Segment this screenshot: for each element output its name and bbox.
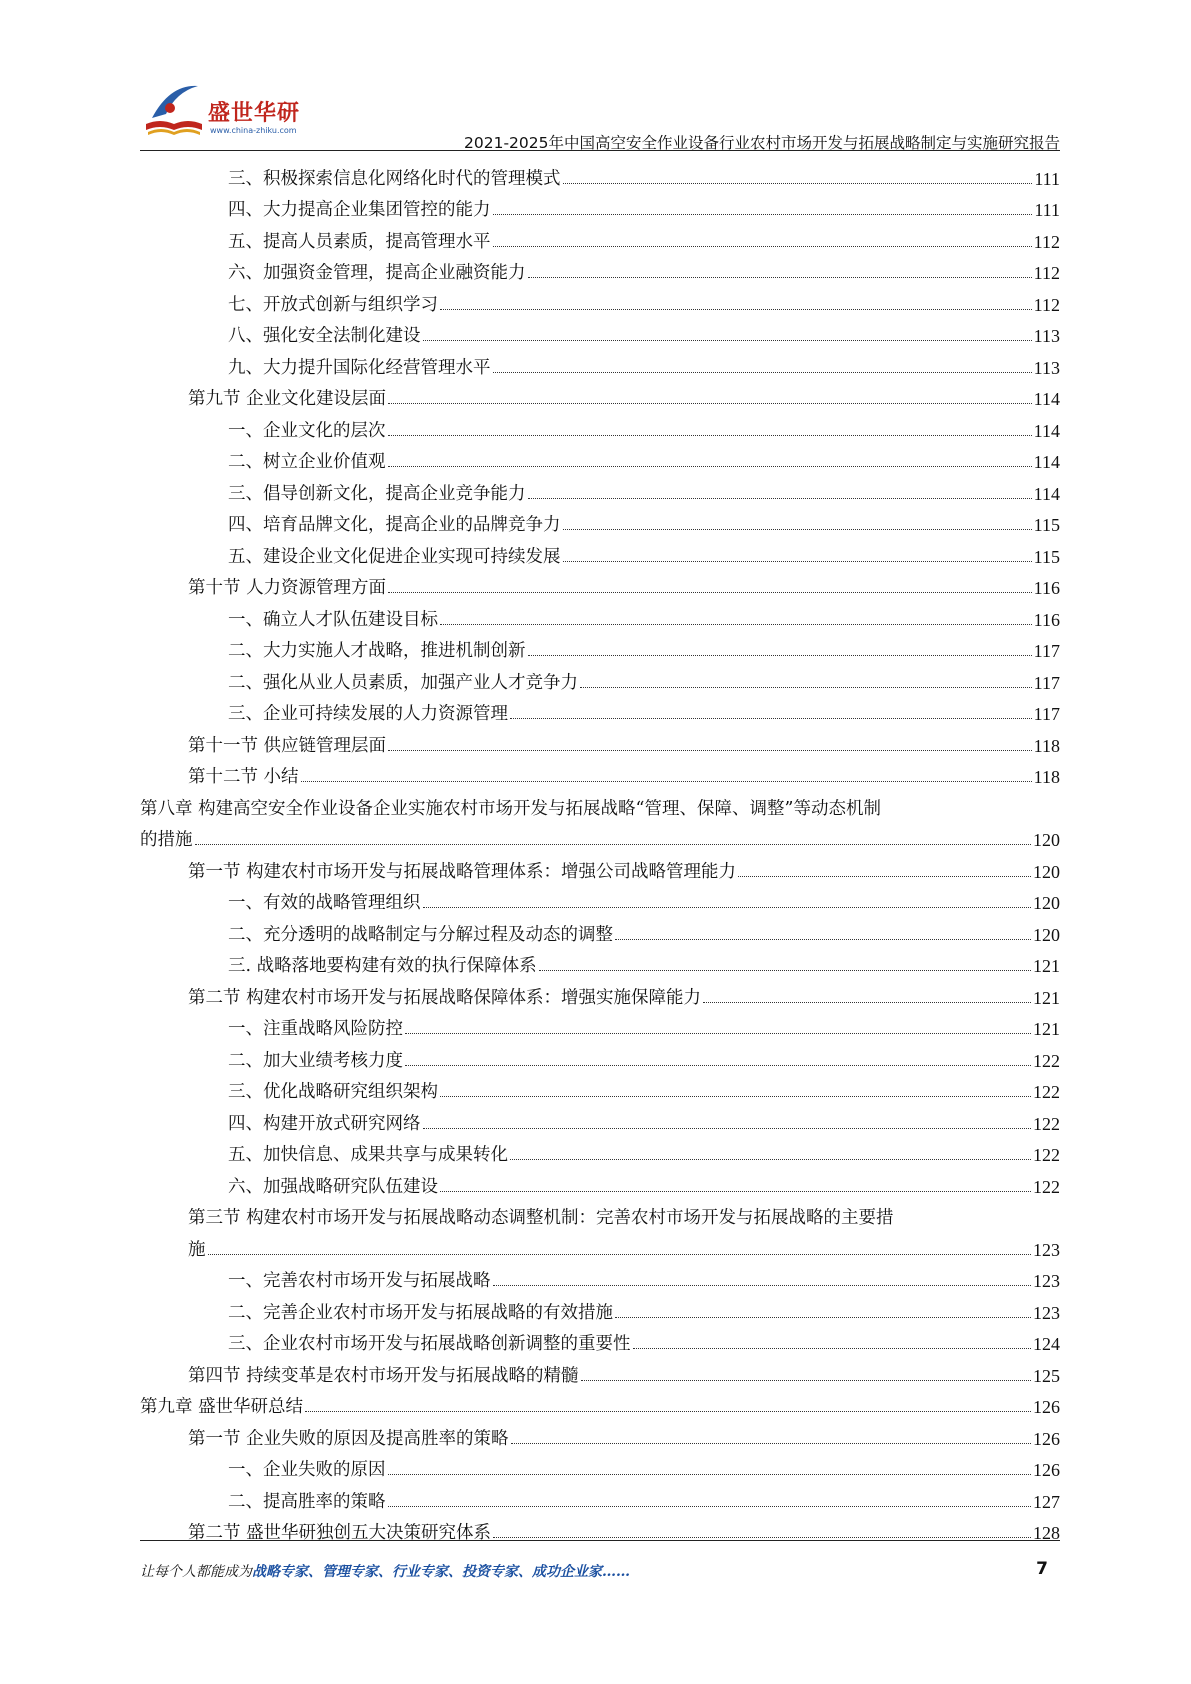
toc-entry-title: 三、企业农村市场开发与拓展战略创新调整的重要性 xyxy=(228,1334,631,1354)
dot-leader xyxy=(493,1285,1032,1286)
dot-leader xyxy=(528,655,1032,656)
toc-entry[interactable] xyxy=(140,1420,1060,1452)
toc-entry-title: 第九节 企业文化建设层面 xyxy=(188,389,387,409)
toc-entry[interactable] xyxy=(140,1389,1060,1421)
toc-entry-line xyxy=(140,790,1060,822)
dot-leader xyxy=(440,624,1032,625)
dot-leader xyxy=(388,466,1032,467)
toc-entry-title: 六、加强资金管理，提高企业融资能力 xyxy=(228,263,526,283)
dot-leader xyxy=(440,1096,1031,1097)
toc-page-number: 111 xyxy=(1034,168,1060,189)
toc-page-number: 120 xyxy=(1033,893,1060,913)
toc-page-number: 120 xyxy=(1033,830,1060,850)
toc-page-number: 126 xyxy=(1033,1460,1060,1480)
toc-entry-title: 六、加强战略研究队伍建设 xyxy=(228,1176,438,1197)
toc-page-number: 114 xyxy=(1033,483,1060,504)
page-footer xyxy=(140,1561,1060,1589)
toc-entry-title: 一、完善农村市场开发与拓展战略 xyxy=(228,1271,491,1291)
toc-entry-title: 二、强化从业人员素质，加强产业人才竞争力 xyxy=(228,672,578,693)
toc-page-number: 125 xyxy=(1033,1365,1060,1386)
book-logo-icon xyxy=(140,78,210,146)
toc-page-number: 122 xyxy=(1033,1050,1060,1071)
toc-entry[interactable] xyxy=(140,916,1060,948)
toc-entry-title: 八、强化安全法制化建设 xyxy=(228,326,421,346)
logo-url: www.china-zhiku.com xyxy=(210,126,297,135)
dot-leader xyxy=(510,718,1032,719)
toc-page-number: 113 xyxy=(1033,357,1060,378)
toc-page-number: 117 xyxy=(1033,641,1060,661)
toc-entry[interactable] xyxy=(140,1231,1060,1263)
toc-entry[interactable] xyxy=(140,853,1060,885)
toc-entry[interactable] xyxy=(140,885,1060,917)
toc-entry-title: 五、加快信息、成果共享与成果转化 xyxy=(228,1145,508,1165)
page-header xyxy=(140,78,1060,152)
toc-entry-title: 第四节 持续变革是农村市场开发与拓展战略的精髓 xyxy=(188,1365,579,1386)
toc-entry[interactable] xyxy=(140,412,1060,444)
toc-entry[interactable] xyxy=(140,538,1060,570)
toc-page-number: 112 xyxy=(1033,231,1060,252)
toc-entry-title: 第二节 构建农村市场开发与拓展战略保障体系：增强实施保障能力 xyxy=(188,987,702,1008)
toc-entry-title: 三. 战略落地要构建有效的执行保障体系 xyxy=(228,956,537,976)
toc-entry-title: 三、积极探索信息化网络化时代的管理模式 xyxy=(228,168,561,189)
toc-page-number: 123 xyxy=(1033,1302,1060,1323)
dot-leader xyxy=(528,277,1032,278)
header-divider xyxy=(140,150,1060,151)
dot-leader xyxy=(305,1411,1031,1412)
toc-entry-title: 一、企业失败的原因 xyxy=(228,1460,386,1480)
toc-entry[interactable] xyxy=(140,570,1060,602)
toc-entry-title: 三、企业可持续发展的人力资源管理 xyxy=(228,704,508,724)
toc-page-number: 122 xyxy=(1033,1113,1060,1134)
toc-entry[interactable] xyxy=(140,318,1060,350)
dot-leader xyxy=(405,1033,1031,1034)
toc-entry[interactable] xyxy=(140,381,1060,413)
toc-entry-title: 第十一节 供应链管理层面 xyxy=(188,735,387,756)
dot-leader xyxy=(563,183,1033,184)
report-title: 2021-2025年中国高空安全作业设备行业农村市场开发与拓展战略制定与实施研究报告 xyxy=(464,134,1060,152)
toc-page-number: 112 xyxy=(1033,263,1060,283)
toc-page-number: 122 xyxy=(1033,1145,1060,1165)
dot-leader xyxy=(388,1506,1032,1507)
slogan-highlight: 战略专家、管理专家、行业专家、投资专家、成功企业家…… xyxy=(252,1564,630,1580)
toc-page-number: 116 xyxy=(1033,578,1060,598)
toc-entry-title: 三、倡导创新文化，提高企业竞争能力 xyxy=(228,483,526,504)
toc-entry-title: 五、建设企业文化促进企业实现可持续发展 xyxy=(228,546,561,567)
dot-leader xyxy=(388,750,1032,751)
toc-entry[interactable] xyxy=(140,1105,1060,1137)
dot-leader xyxy=(388,435,1032,436)
toc-entry[interactable] xyxy=(140,444,1060,476)
toc-entry-title: 第三节 构建农村市场开发与拓展战略动态调整机制：完善农村市场开发与拓展战略的主要措 xyxy=(188,1208,894,1228)
toc-page-number: 112 xyxy=(1033,294,1060,315)
toc-page-number: 116 xyxy=(1033,609,1060,630)
toc-entry[interactable] xyxy=(140,1042,1060,1074)
toc-entry[interactable] xyxy=(140,349,1060,381)
toc-entry-title: 四、大力提高企业集团管控的能力 xyxy=(228,200,491,220)
dot-leader xyxy=(493,246,1032,247)
toc-entry-title: 二、充分透明的战略制定与分解过程及动态的调整 xyxy=(228,924,613,945)
dot-leader xyxy=(703,1002,1031,1003)
slogan xyxy=(140,1561,630,1581)
toc-page-number: 115 xyxy=(1033,546,1060,567)
dot-leader xyxy=(633,1348,1032,1349)
dot-leader xyxy=(493,1537,1031,1538)
toc-entry[interactable] xyxy=(140,1294,1060,1326)
toc-page-number: 121 xyxy=(1033,956,1060,976)
toc-entry[interactable] xyxy=(140,948,1060,980)
dot-leader xyxy=(208,1254,1032,1255)
logo-text: 盛世华研 xyxy=(208,101,301,126)
toc-entry-title: 第一节 企业失败的原因及提高胜率的策略 xyxy=(188,1428,509,1449)
toc-entry[interactable] xyxy=(140,1515,1060,1547)
toc-entry-title: 一、有效的战略管理组织 xyxy=(228,893,421,913)
dot-leader xyxy=(423,340,1032,341)
dot-leader xyxy=(195,844,1032,845)
dot-leader xyxy=(581,1380,1031,1381)
slogan-prefix: 让每个人都能成为 xyxy=(140,1564,252,1580)
toc-page-number: 122 xyxy=(1033,1082,1060,1102)
toc-entry[interactable] xyxy=(140,255,1060,287)
toc-entry[interactable] xyxy=(140,223,1060,255)
dot-leader xyxy=(405,1065,1031,1066)
toc-entry[interactable] xyxy=(140,1357,1060,1389)
toc-page-number: 111 xyxy=(1034,200,1060,220)
toc-entry-title: 一、确立人才队伍建设目标 xyxy=(228,609,438,630)
toc-entry[interactable] xyxy=(140,727,1060,759)
dot-leader xyxy=(738,876,1031,877)
toc-page-number: 114 xyxy=(1033,420,1060,441)
toc-entry[interactable] xyxy=(140,601,1060,633)
toc-entry[interactable] xyxy=(140,1011,1060,1043)
dot-leader xyxy=(388,1474,1032,1475)
toc-entry[interactable] xyxy=(140,664,1060,696)
toc-entry-title: 一、企业文化的层次 xyxy=(228,420,386,441)
toc-page-number: 126 xyxy=(1033,1397,1060,1417)
toc-page-number: 118 xyxy=(1033,735,1060,756)
toc-entry[interactable] xyxy=(140,1483,1060,1515)
toc-entry[interactable] xyxy=(140,633,1060,665)
toc-entry[interactable] xyxy=(140,696,1060,728)
toc-entry-title: 二、提高胜率的策略 xyxy=(228,1491,386,1512)
toc-page-number: 124 xyxy=(1033,1334,1060,1354)
dot-leader xyxy=(493,214,1033,215)
toc-entry-title: 二、完善企业农村市场开发与拓展战略的有效措施 xyxy=(228,1302,613,1323)
toc-page-number: 123 xyxy=(1033,1271,1060,1291)
toc-entry[interactable] xyxy=(140,1452,1060,1484)
toc-entry[interactable] xyxy=(140,192,1060,224)
dot-leader xyxy=(615,939,1031,940)
dot-leader xyxy=(388,592,1032,593)
footer-divider xyxy=(140,1540,1060,1541)
toc-entry[interactable] xyxy=(140,1326,1060,1358)
toc-entry[interactable] xyxy=(140,286,1060,318)
toc-entry-title: 二、加大业绩考核力度 xyxy=(228,1050,403,1071)
toc-page-number: 114 xyxy=(1033,452,1060,472)
toc-entry[interactable] xyxy=(140,1074,1060,1106)
toc-entry[interactable] xyxy=(140,1263,1060,1295)
toc-entry-title: 九、大力提升国际化经营管理水平 xyxy=(228,357,491,378)
toc-entry[interactable] xyxy=(140,160,1060,192)
toc-entry-title: 三、优化战略研究组织架构 xyxy=(228,1082,438,1102)
toc-entry-title: 第十二节 小结 xyxy=(188,767,299,787)
toc-page-number: 128 xyxy=(1033,1523,1060,1543)
toc-entry-title: 四、构建开放式研究网络 xyxy=(228,1113,421,1134)
dot-leader xyxy=(493,372,1032,373)
dot-leader xyxy=(528,498,1032,499)
company-logo xyxy=(140,78,340,146)
dot-leader xyxy=(539,970,1031,971)
dot-leader xyxy=(423,1128,1032,1129)
toc-entry[interactable] xyxy=(140,1137,1060,1169)
toc-entry-title: 四、培育品牌文化，提高企业的品牌竞争力 xyxy=(228,515,561,535)
toc-entry-title: 一、注重战略风险防控 xyxy=(228,1019,403,1039)
dot-leader xyxy=(440,1191,1031,1192)
toc-entry-title: 第十节 人力资源管理方面 xyxy=(188,578,387,598)
dot-leader xyxy=(510,1159,1031,1160)
toc-page-number: 114 xyxy=(1033,389,1060,409)
page-number: 7 xyxy=(1036,1559,1048,1579)
toc-page-number: 115 xyxy=(1033,515,1060,535)
toc-page-number: 127 xyxy=(1033,1491,1060,1512)
toc-page-number: 123 xyxy=(1033,1239,1060,1260)
dot-leader xyxy=(563,529,1032,530)
toc-entry-title: 二、大力实施人才战略，推进机制创新 xyxy=(228,641,526,661)
dot-leader xyxy=(511,1443,1031,1444)
dot-leader xyxy=(563,561,1032,562)
toc-page-number: 118 xyxy=(1033,767,1060,787)
toc-entry-title: 二、树立企业价值观 xyxy=(228,452,386,472)
dot-leader xyxy=(388,403,1032,404)
toc-entry-title: 第九章 盛世华研总结 xyxy=(140,1397,304,1417)
toc-entry-title: 七、开放式创新与组织学习 xyxy=(228,294,438,315)
toc-entry-title-continued: 的措施 xyxy=(140,830,193,850)
toc-page-number: 120 xyxy=(1033,861,1060,882)
toc-entry[interactable] xyxy=(140,759,1060,791)
toc-page-number: 113 xyxy=(1033,326,1060,346)
toc-entry-title: 第八章 构建高空安全作业设备企业实施农村市场开发与拓展战略“管理、保障、调整”等动态机制 xyxy=(140,798,881,819)
dot-leader xyxy=(301,781,1032,782)
toc-page-number: 122 xyxy=(1033,1176,1060,1197)
toc-entry-title: 第二节 盛世华研独创五大决策研究体系 xyxy=(188,1523,492,1543)
toc-page-number: 117 xyxy=(1033,704,1060,724)
toc-page-number: 121 xyxy=(1033,1019,1060,1039)
toc-entry-title: 第一节 构建农村市场开发与拓展战略管理体系：增强公司战略管理能力 xyxy=(188,861,737,882)
dot-leader xyxy=(580,687,1032,688)
toc-page-number: 121 xyxy=(1033,987,1060,1008)
toc-page-number: 117 xyxy=(1033,672,1060,693)
toc-entry[interactable] xyxy=(140,979,1060,1011)
dot-leader xyxy=(615,1317,1031,1318)
dot-leader xyxy=(440,309,1032,310)
toc-entry-line xyxy=(140,1200,1060,1232)
toc-entry[interactable] xyxy=(140,1168,1060,1200)
toc-page-number: 120 xyxy=(1033,924,1060,945)
dot-leader xyxy=(423,907,1032,908)
table-of-contents xyxy=(140,160,1060,1546)
toc-entry-title-continued: 施 xyxy=(188,1239,206,1260)
toc-page-number: 126 xyxy=(1033,1428,1060,1449)
toc-entry-title: 五、提高人员素质，提高管理水平 xyxy=(228,231,491,252)
toc-entry[interactable] xyxy=(140,822,1060,854)
toc-entry[interactable] xyxy=(140,507,1060,539)
toc-entry[interactable] xyxy=(140,475,1060,507)
